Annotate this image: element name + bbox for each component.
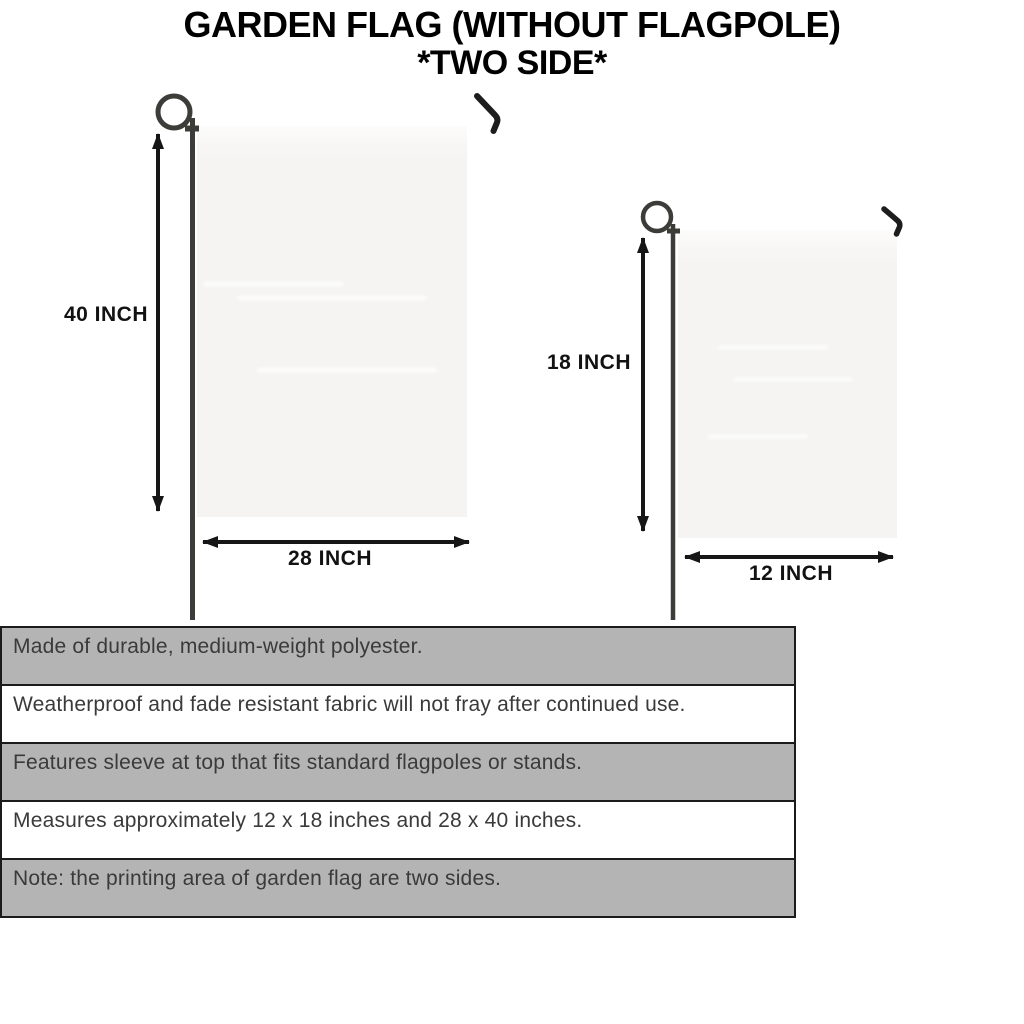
large-flag-image bbox=[197, 126, 467, 517]
feature-row bbox=[2, 802, 794, 860]
large-flagpole-icon bbox=[158, 96, 199, 620]
title-line-2: *TWO SIDE* bbox=[417, 43, 607, 82]
feature-text: Measures approximately 12 x 18 inches and 28 x 40 inches. bbox=[13, 809, 583, 832]
page-title bbox=[0, 5, 1024, 82]
feature-text: Weatherproof and fade resistant fabric will not fray after continued use. bbox=[13, 693, 686, 716]
large-flag-width-label: 28 INCH bbox=[287, 547, 373, 570]
feature-text: Made of durable, medium-weight polyester. bbox=[13, 635, 423, 658]
small-flag-image bbox=[678, 230, 897, 538]
title-line-1: GARDEN FLAG (WITHOUT FLAGPOLE) bbox=[183, 4, 841, 45]
feature-row bbox=[2, 686, 794, 744]
small-flagpole-icon bbox=[643, 203, 680, 620]
feature-text: Note: the printing area of garden flag are two sides. bbox=[13, 867, 502, 890]
small-flag-height-label: 18 INCH bbox=[546, 351, 631, 374]
features-table bbox=[0, 626, 796, 918]
fabric-fold bbox=[203, 282, 343, 286]
small-flag-width-label: 12 INCH bbox=[748, 562, 834, 585]
fabric-fold bbox=[257, 368, 437, 372]
fabric-fold bbox=[708, 435, 808, 438]
feature-row bbox=[2, 628, 794, 686]
fabric-fold bbox=[718, 346, 828, 349]
feature-row bbox=[2, 860, 794, 916]
large-flag-height-label: 40 INCH bbox=[63, 303, 148, 326]
large-hook-icon bbox=[477, 96, 497, 131]
feature-text: Features sleeve at top that fits standard flagpoles or stands. bbox=[13, 751, 583, 774]
feature-row bbox=[2, 744, 794, 802]
fabric-fold bbox=[237, 296, 427, 300]
fabric-fold bbox=[733, 378, 853, 381]
